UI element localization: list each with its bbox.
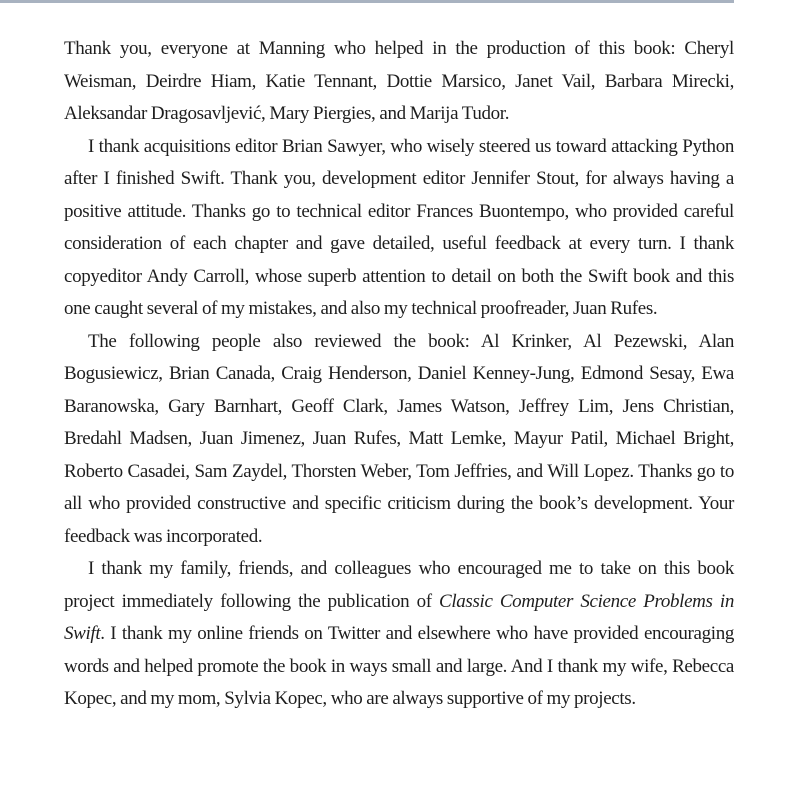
- paragraph-family-friends: [64, 553, 734, 716]
- paragraph-editors: I thank acquisitions editor Brian Sawyer, who wisely steered us toward attacking Python after I finished Swift. Thank you, development editor Jennifer Stout, for always having a positive attitude. Thanks go to technical editor Frances Buontempo, who provided careful consideration of each chapter and gave detailed, useful feedback at every turn. I thank copyeditor Andy Carroll, whose superb attention to detail on both the Swift book and this one caught several of my mistakes, and also my technical proofreader, Juan Rufes.: [64, 135, 734, 319]
- paragraph-family-text-end: . I thank my online friends on Twitter and elsewhere who have provided encouraging words and helped promote the book in ways small and large. And I thank my wife, Rebecca Kopec, and my mom, Sylvia Kopec, who are always supportive of my projects.: [64, 623, 734, 709]
- paragraph-manning-staff: Thank you, everyone at Manning who helped in the production of this book: Cheryl Weisman, Deirdre Hiam, Katie Tennant, Dottie Marsico, Janet Vail, Barbara Mirecki, Aleksandar Dragosavljević, Mary Piergies, and Marija Tudor.: [64, 38, 734, 124]
- book-title-reference: Classic Computer Science Problems in Swift: [64, 590, 734, 644]
- paragraph-family-text-start: I thank my family, friends, and colleagues who encouraged me to take on this book project immediately following the publication of: [64, 558, 734, 612]
- top-divider-rule: [0, 0, 734, 3]
- acknowledgments-text: [64, 33, 734, 716]
- paragraph-reviewers: The following people also reviewed the book: Al Krinker, Al Pezewski, Alan Bogusiewicz, Brian Canada, Craig Henderson, Daniel Kenney-Jung, Edmond Sesay, Ewa Baranowska, Gary Barnhart, Geoff Clark, James Watson, Jeffrey Lim, Jens Christian, Bredahl Madsen, Juan Jimenez, Juan Rufes, Matt Lemke, Mayur Patil, Michael Bright, Roberto Casadei, Sam Zaydel, Thorsten Weber, Tom Jeffries, and Will Lopez. Thanks go to all who provided constructive and specific criticism during the book’s development. Your feedback was incorporated.: [64, 330, 734, 547]
